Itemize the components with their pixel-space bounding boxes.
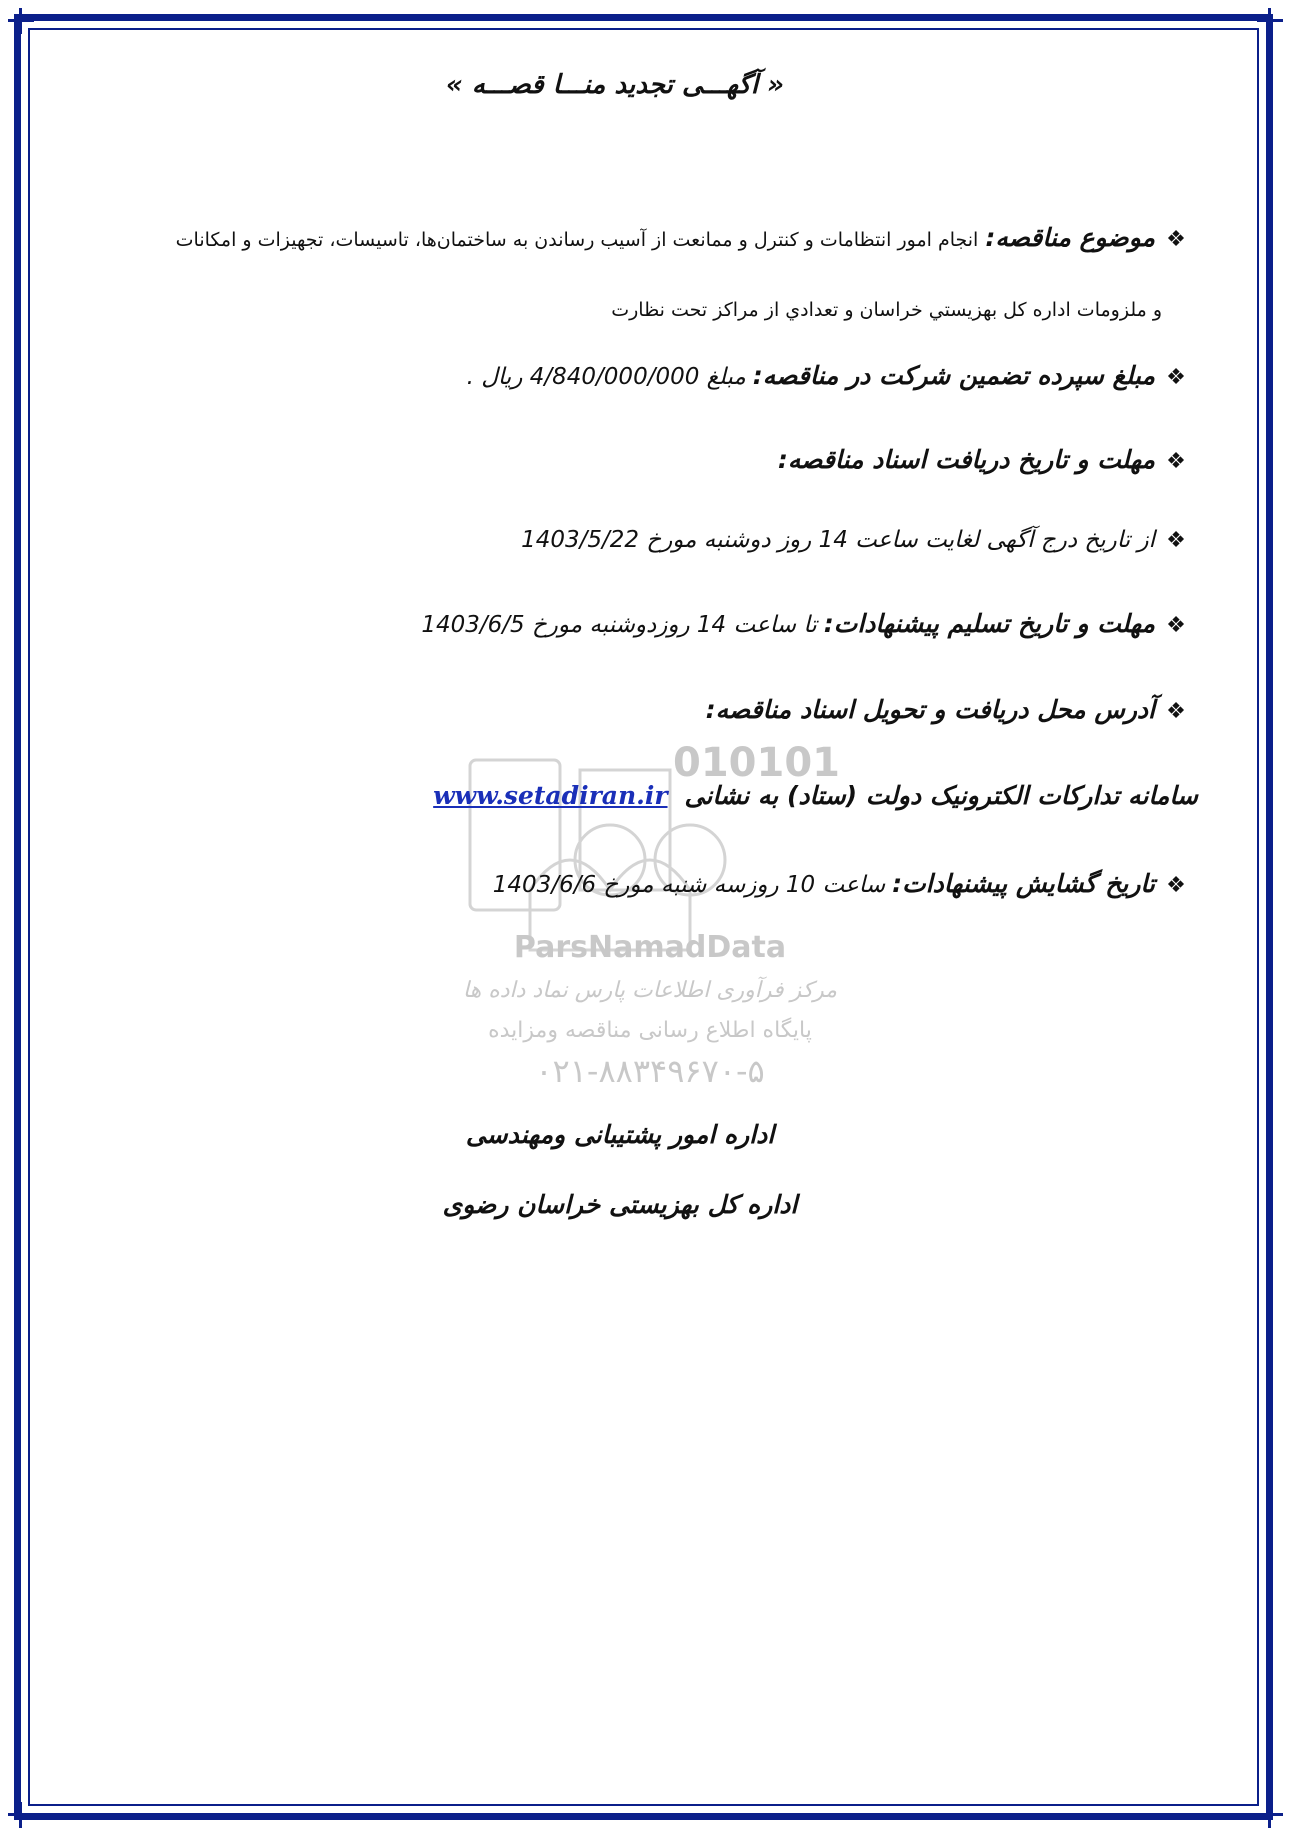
diamond-bullet-icon: ❖ [1166,227,1186,252]
diamond-bullet-icon: ❖ [1166,873,1186,898]
corner-ornament [8,1802,34,1828]
submit-deadline-text: تا ساعت 14 روزدوشنبه مورخ 1403/6/5 [421,612,817,638]
opening-row [40,866,1190,904]
diamond-bullet-icon: ❖ [1166,449,1186,474]
deposit-row [40,358,1190,396]
receive-period-row [40,522,1190,559]
signature-line1: اداره امور پشتیبانی ومهندسی [465,1120,775,1149]
watermark-line1: مرکز فرآوری اطلاعات پارس نماد داده ها [462,978,838,1003]
diamond-bullet-icon: ❖ [1166,365,1186,390]
corner-ornament [1257,1802,1283,1828]
notice-title: « آگهـــی تجدید منـــا قصـــه » [445,70,785,100]
opening-label: تاریخ گشایش پیشنهادات: [892,869,1155,898]
diamond-bullet-icon: ❖ [1166,528,1186,553]
subject-row-continued [40,292,1190,328]
address-detail-row [40,778,1198,816]
deposit-label: مبلغ سپرده تضمین شرکت در مناقصه: [752,361,1155,390]
receive-period-text: از تاریخ درج آگهی لغایت ساعت 14 روز دوشنبه مورخ 1403/5/22 [521,527,1155,553]
subject-text-line2: و ملزومات اداره کل بهزيستي خراسان و تعدادي از مراكز تحت نظارت [611,299,1162,321]
address-text: سامانه تدارکات الکترونیک دولت (ستاد) به نشانی [684,781,1198,810]
watermark-digits: 010101 [673,740,840,786]
watermark-line2: پایگاه اطلاع رسانی مناقصه ومزایده [488,1018,812,1043]
subject-label: موضوع مناقصه: [985,223,1155,252]
subject-text: انجام امور انتظامات و کنترل و ممانعت از آسیب رساندن به ساختمان‌ها، تاسیسات، تجهیزات و امکانات [175,229,979,251]
setadiran-link[interactable]: www.setadiran.ir [433,781,668,810]
signature-line2: اداره کل بهزیستی خراسان رضوی [442,1190,798,1219]
subject-row [40,220,1190,258]
diamond-bullet-icon: ❖ [1166,699,1186,724]
deposit-amount: مبلغ 4/840/000/000 ریال . [466,364,746,390]
receive-deadline-row [40,442,1190,480]
receive-deadline-label: مهلت و تاریخ دریافت اسناد مناقصه: [777,445,1155,474]
watermark-phone: ۰۲۱-۸۸۳۴۹۶۷۰-۵ [535,1052,765,1090]
watermark-brand: ParsNamadData [513,930,787,965]
opening-text: ساعت 10 روزسه شنبه مورخ 1403/6/6 [492,872,886,898]
diamond-bullet-icon: ❖ [1166,613,1186,638]
address-row [40,692,1190,730]
submit-deadline-label: مهلت و تاریخ تسلیم پیشنهادات: [823,609,1155,638]
submit-deadline-row [40,606,1190,644]
corner-ornament [8,8,34,34]
address-label: آدرس محل دریافت و تحویل اسناد مناقصه: [705,695,1155,724]
corner-ornament [1257,8,1283,34]
